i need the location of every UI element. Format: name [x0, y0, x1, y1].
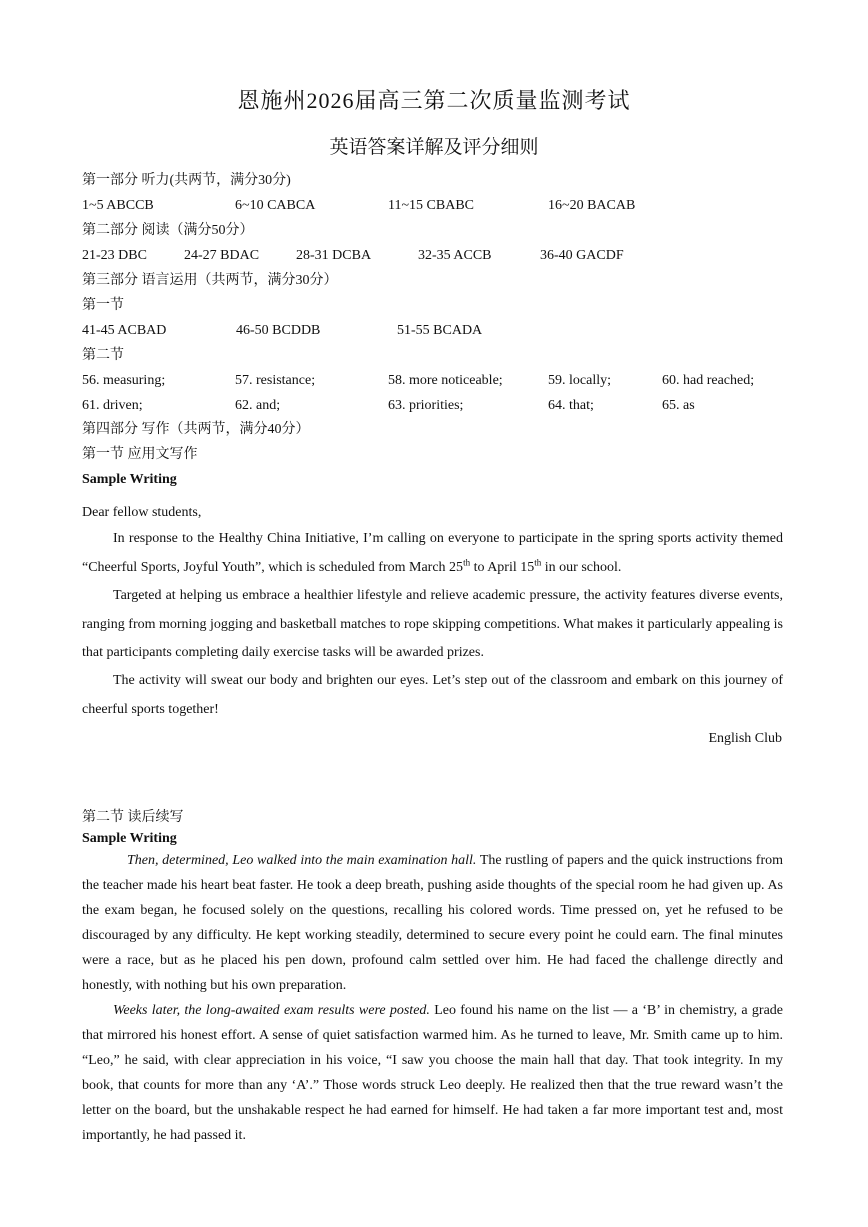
fill-answer: 60. had reached; — [662, 373, 755, 388]
part3-heading: 第三部分 语言运用（共两节，满分30分） — [82, 273, 338, 288]
page-title: 恩施州2026届高三第二次质量监测考试 — [237, 88, 631, 113]
letter-greeting: Dear fellow students, — [82, 505, 202, 520]
fill-answer: 62. and; — [235, 398, 281, 413]
part1-heading: 第一部分 听力(共两节，满分30分) — [82, 173, 291, 188]
letter-paragraph: The activity will sweat our body and brighten our eyes. Let’s step out of the classroom and embark on this journey of cheerful sports together! — [82, 673, 783, 717]
story-lead-sentence: Then, determined, Leo walked into the main examination hall. — [127, 853, 477, 868]
sample-writing-label: Sample Writing — [82, 831, 177, 846]
answer-group: 28-31 DCBA — [296, 248, 372, 263]
answer-group: 6~10 CABCA — [235, 198, 316, 213]
fill-answer: 58. more noticeable; — [388, 373, 503, 388]
fill-answer: 63. priorities; — [388, 398, 464, 413]
section-label: 第一节 应用文写作 — [82, 447, 198, 462]
answer-group: 41-45 ACBAD — [82, 323, 167, 338]
fill-answer: 59. locally; — [548, 373, 611, 388]
letter-paragraph: In response to the Healthy China Initiative, I’m calling on everyone to participate in the spring sports activity themed “Cheerful Sports, Joyful Youth”, which is scheduled from March 25th to April 15th in our school. — [82, 531, 783, 575]
answer-group: 46-50 BCDDB — [236, 323, 321, 338]
part4-heading: 第四部分 写作（共两节，满分40分） — [82, 422, 310, 437]
story-lead-sentence: Weeks later, the long-awaited exam results were posted. — [113, 1003, 430, 1018]
answer-group: 32-35 ACCB — [418, 248, 492, 263]
part2-heading: 第二部分 阅读（满分50分） — [82, 223, 254, 238]
section-label: 第一节 — [82, 298, 124, 313]
answer-group: 1~5 ABCCB — [82, 198, 154, 213]
story-paragraph: Then, determined, Leo walked into the main examination hall. The rustling of papers and the quick instructions from the teacher made his heart beat faster. He took a deep breath, pushing aside thoughts of the special room he had given up. As the exam began, he focused solely on the questions, recalling his colored words. Time pressed on, yet he refused to be discouraged by any difficulty. He kept working steadily, determined to secure every point he could earn. The final minutes were a race, but as he placed his pen down, profound calm settled over him. He had faced the challenge directly and honestly, with nothing but his own preparation. — [82, 853, 783, 993]
page-subtitle: 英语答案详解及评分细则 — [329, 137, 539, 158]
fill-answer: 64. that; — [548, 398, 594, 413]
section-label: 第二节 — [82, 348, 124, 363]
answer-group: 24-27 BDAC — [184, 248, 260, 263]
fill-answer: 57. resistance; — [235, 373, 316, 388]
section-label: 第二节 读后续写 — [82, 810, 184, 825]
letter-paragraph: Targeted at helping us embrace a healthier lifestyle and relieve academic pressure, the activity features diverse events, ranging from morning jogging and basketball matches to rope skipping competitions. What makes it particularly appealing is that participants completing daily exercise tasks will be awarded prizes. — [82, 588, 783, 660]
story-paragraph: Weeks later, the long-awaited exam results were posted. Leo found his name on the list — a ‘B’ in chemistry, a grade that mirrored his honest effort. A sense of quiet satisfaction warmed him. As he turned to leave, Mr. Smith came up to him. “Leo,” he said, with clear appreciation in his voice, “I saw you choose the main hall that day. That took integrity. In my book, that counts for more than any ‘A’.” Those words struck Leo deeply. He realized then that the true reward wasn’t the letter on the board, but the unshakable respect he had earned for himself. He had taken a far more important test and, most importantly, he had passed it. — [82, 1003, 783, 1143]
sample-writing-label: Sample Writing — [82, 472, 177, 487]
answer-group: 21-23 DBC — [82, 248, 147, 263]
answer-group: 36-40 GACDF — [540, 248, 624, 263]
fill-answer: 65. as — [662, 398, 695, 413]
fill-answer: 56. measuring; — [82, 373, 166, 388]
answer-group: 16~20 BACAB — [548, 198, 636, 213]
answer-group: 51-55 BCADA — [397, 323, 483, 338]
answer-group: 11~15 CBABC — [388, 198, 475, 213]
letter-signature: English Club — [708, 731, 782, 746]
fill-answer: 61. driven; — [82, 398, 143, 413]
